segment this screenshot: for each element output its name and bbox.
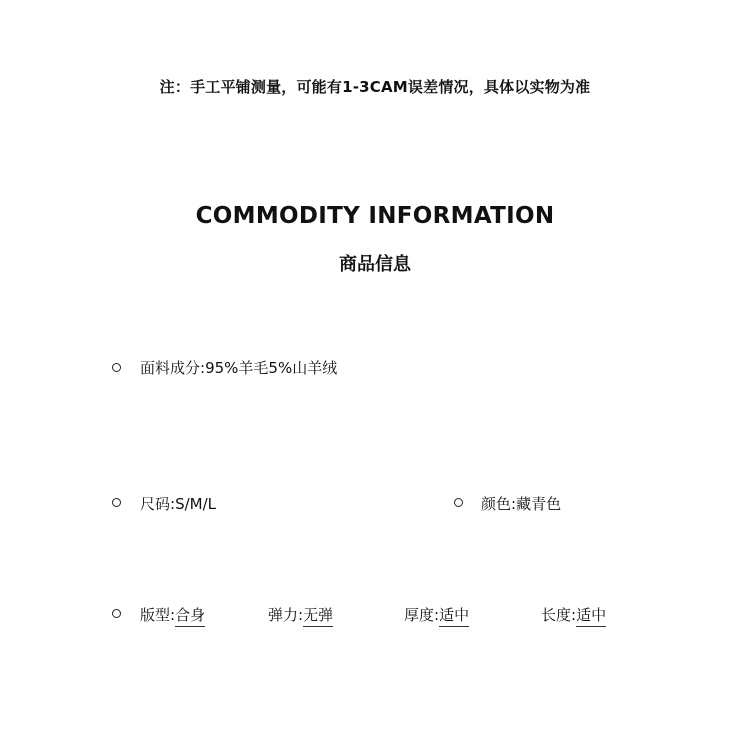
fabric-label: 面料成分: <box>140 359 206 377</box>
title-chinese: 商品信息 <box>339 254 411 275</box>
fit-label: 版型: <box>140 606 176 624</box>
elasticity-value: 无弹 <box>303 606 333 627</box>
length-label: 长度: <box>541 606 577 624</box>
fit-value: 合身 <box>175 606 205 627</box>
size-spec <box>140 493 216 514</box>
fit-spec <box>140 604 205 625</box>
length-spec <box>541 604 606 625</box>
bullet-icon <box>112 609 121 618</box>
color-spec <box>481 493 561 514</box>
thickness-label: 厚度: <box>404 606 440 624</box>
bullet-icon <box>454 498 463 507</box>
color-label: 颜色: <box>481 495 517 513</box>
title-english: COMMODITY INFORMATION <box>195 203 555 229</box>
size-value: S/M/L <box>175 495 216 513</box>
size-label: 尺码: <box>140 495 176 513</box>
bullet-icon <box>112 363 121 372</box>
elasticity-spec <box>268 604 333 625</box>
thickness-value: 适中 <box>439 606 469 627</box>
bullet-icon <box>112 498 121 507</box>
thickness-spec <box>404 604 469 625</box>
color-value: 藏青色 <box>516 495 562 513</box>
length-value: 适中 <box>576 606 606 627</box>
fabric-value: 95%羊毛5%山羊绒 <box>205 359 338 377</box>
elasticity-label: 弹力: <box>268 606 304 624</box>
fabric-spec <box>140 357 337 378</box>
measurement-note: 注：手工平铺测量，可能有1-3CAM误差情况，具体以实物为准 <box>159 78 591 96</box>
